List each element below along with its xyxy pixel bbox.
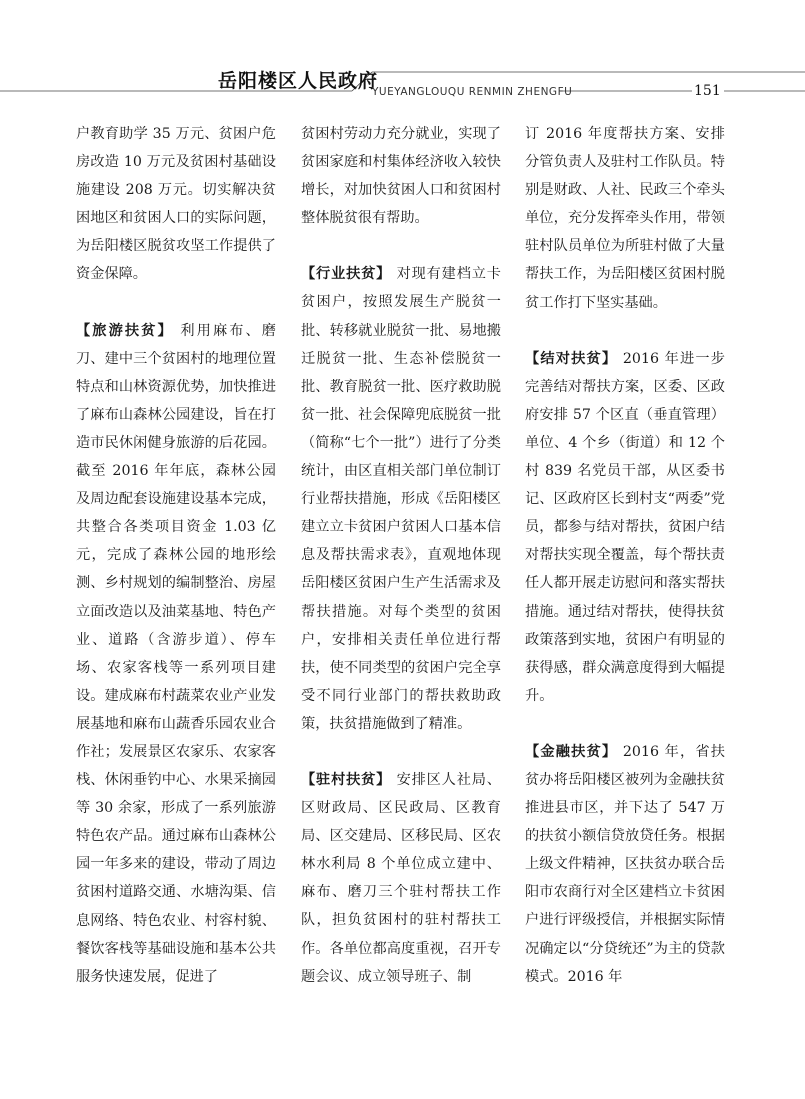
header-subtitle: YUEYANGLOUQU RENMIN ZHENGFU — [372, 86, 573, 98]
paragraph-text: 安排区人社局、区财政局、区民政局、区教育局、区交建局、区移民局、区农林水利局 8 个单位成立建中、麻布、磨刀三个驻村帮扶工作队，担负贫困村的驻村帮扶工作。各单位都高度重视，召开专题会议、成立领导班子、制 — [301, 771, 501, 985]
text-column-1 — [76, 120, 276, 1080]
page-header — [0, 0, 805, 110]
paragraph — [76, 317, 276, 991]
paragraph — [301, 766, 501, 991]
paragraph — [301, 120, 501, 232]
paragraph-text: 2016 年，省扶贫办将岳阳楼区被列为金融扶贫推进县市区，并下达了 547 万的扶贫小额信贷放贷任务。根据上级文件精神，区扶贫办联合岳阳市农商行对全区建档立卡贫困户进行评级授信，并根据实际情况确定以“分贷统还”为主的贷款模式。2016 年 — [525, 743, 725, 985]
header-title: 岳阳楼区人民政府 — [218, 70, 379, 92]
section-keyword: 【旅游扶贫】 — [76, 322, 174, 339]
section-keyword: 【行业扶贫】 — [301, 266, 392, 283]
section-keyword: 【结对扶贫】 — [525, 350, 618, 367]
paragraph — [76, 120, 276, 289]
paragraph — [525, 345, 725, 710]
paragraph — [525, 120, 725, 317]
section-keyword: 【驻村扶贫】 — [301, 771, 392, 788]
paragraph-text: 利用麻布、磨刀、建中三个贫困村的地理位置特点和山林资源优势，加快推进了麻布山森林公园建设，旨在打造市民休闲健身旅游的后花园。截至 2016 年年底，森林公园及周边配套设施建设基本完成，共整合各类项目资金 1.03 亿元，完成了森林公园的地形绘测、乡村规划的编制整治、房屋立面改造以及油菜基地、特色产业、道路（含游步道）、停车场、农家客栈等一系列项目建设。建成麻布村蔬菜农业产业发展基地和麻布山蔬香乐园农业合作社；发展景区农家乐、农家客栈、休闲垂钓中心、水果采摘园等 30 余家，形成了一系列旅游特色农产品。通过麻布山森林公园一年多来的建设，带动了周边贫困村道路交通、水塘沟渠、信息网络、特色农业、村容村貌、餐饮客栈等基础设施和基本公共服务快速发展，促进了 — [76, 322, 276, 985]
page-number: 151 — [694, 83, 721, 99]
paragraph — [525, 738, 725, 991]
paragraph-text: 订 2016 年度帮扶方案、安排分管负责人及驻村工作队员。特别是财政、人社、民政三个牵头单位，充分发挥牵头作用，带领驻村队员单位为所驻村做了大量帮扶工作，为岳阳楼区贫困村脱贫工作打下坚实基础。 — [525, 126, 725, 311]
paragraph-text: 2016 年进一步完善结对帮扶方案，区委、区政府安排 57 个区直（垂直管理）单位、4 个乡（街道）和 12 个村 839 名党员干部，从区委书记、区政府区长到村支“两委”党员，都参与结对帮扶，贫困户结对帮扶实现全覆盖，每个帮扶责任人都开展走访慰问和落实帮扶措施。通过结对帮扶，使得扶贫政策落到实地，贫困户有明显的获得感，群众满意度得到大幅提升。 — [525, 350, 725, 704]
paragraph-text: 户教育助学 35 万元、贫困户危房改造 10 万元及贫困村基础设施建设 208 万元。切实解决贫困地区和贫困人口的实际问题，为岳阳楼区脱贫攻坚工作提供了资金保障。 — [76, 126, 276, 283]
text-column-2 — [301, 120, 501, 1080]
paragraph-text: 对现有建档立卡贫困户，按照发展生产脱贫一批、转移就业脱贫一批、易地搬迁脱贫一批、生态补偿脱贫一批、教育脱贫一批、医疗救助脱贫一批、社会保障兜底脱贫一批（简称“七个一批”）进行了分类统计，由区直相关部门单位制订行业帮扶措施，形成《岳阳楼区建立立卡贫困户贫困人口基本信息及帮扶需求表》，直观地体现岳阳楼区贫困户生产生活需求及帮扶措施。对每个类型的贫困户，安排相关责任单位进行帮扶，使不同类型的贫困户完全享受不同行业部门的帮扶救助政策，扶贫措施做到了精准。 — [301, 266, 501, 732]
paragraph-text: 贫困村劳动力充分就业，实现了贫困家庭和村集体经济收入较快增长，对加快贫困人口和贫困村整体脱贫很有帮助。 — [301, 126, 501, 227]
text-column-3 — [525, 120, 725, 1080]
paragraph — [301, 260, 501, 738]
section-keyword: 【金融扶贫】 — [525, 743, 618, 760]
